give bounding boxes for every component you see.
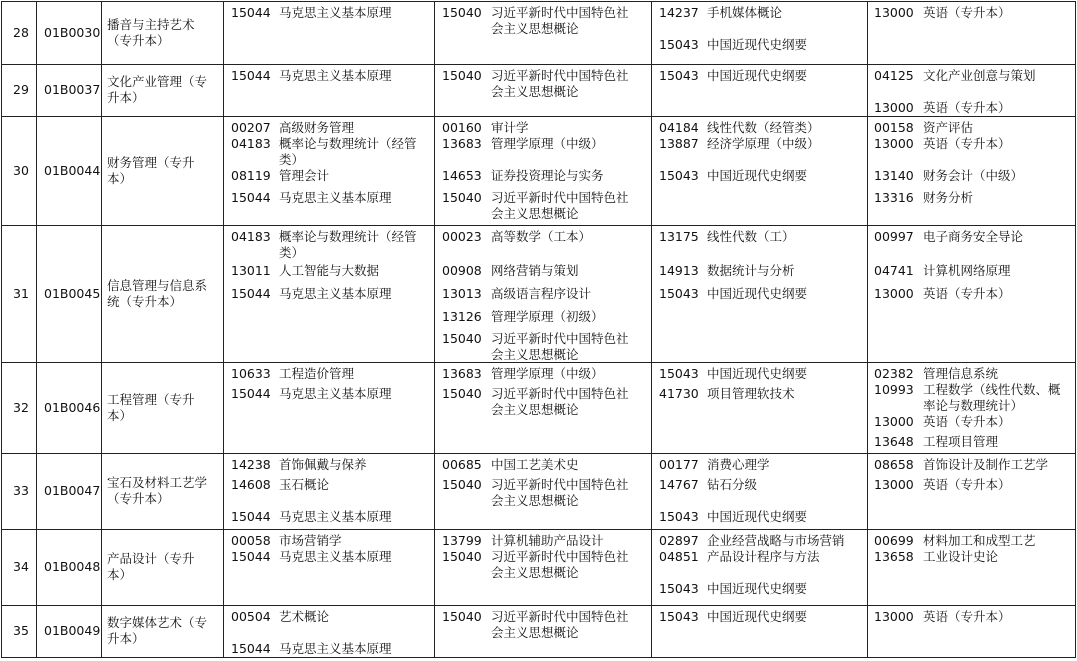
course-code: 15040 bbox=[442, 549, 482, 564]
course-name: 习近平新时代中国特色社 bbox=[491, 477, 629, 492]
course-name: 资产评估 bbox=[923, 120, 974, 135]
course-name: 概率论与数理统计（经管 bbox=[279, 136, 417, 151]
course-name: 电子商务安全导论 bbox=[923, 229, 1024, 244]
course-name: 英语（专升本） bbox=[923, 477, 1011, 492]
course-name: 管理学原理（中级） bbox=[491, 366, 604, 381]
major-name: 宝石及材料工艺学 bbox=[107, 475, 208, 490]
course-code: 02897 bbox=[659, 533, 699, 548]
major-name: 财务管理（专升 bbox=[107, 154, 195, 170]
course-name: 工程造价管理 bbox=[279, 366, 355, 381]
course-name: 英语（专升本） bbox=[923, 414, 1011, 429]
course-name: 首饰佩戴与保养 bbox=[279, 457, 367, 472]
course-code: 15043 bbox=[659, 509, 699, 524]
course-name: 证券投资理论与实务 bbox=[491, 168, 604, 183]
course-code: 04183 bbox=[231, 136, 271, 151]
course-code: 13316 bbox=[874, 190, 914, 205]
column-divider bbox=[651, 1, 652, 658]
course-code: 08119 bbox=[231, 168, 271, 183]
course-code: 00908 bbox=[442, 263, 482, 278]
major-name: 数字媒体艺术（专 bbox=[107, 615, 208, 630]
course-code: 13000 bbox=[874, 477, 914, 492]
course-name: 会主义思想概论 bbox=[491, 206, 579, 221]
row-number: 32 bbox=[13, 399, 29, 415]
course-name: 管理信息系统 bbox=[923, 366, 999, 381]
course-code: 13011 bbox=[231, 263, 271, 278]
course-name: 审计学 bbox=[491, 120, 529, 135]
course-name: 材料加工和成型工艺 bbox=[923, 533, 1036, 548]
course-code: 13683 bbox=[442, 366, 482, 381]
major-code: 01B0030 bbox=[44, 24, 101, 40]
course-name: 习近平新时代中国特色社 bbox=[491, 549, 629, 564]
row-divider bbox=[1, 657, 1076, 658]
row-divider bbox=[1, 1, 1076, 2]
course-name: 马克思主义基本原理 bbox=[279, 641, 392, 656]
course-name: 习近平新时代中国特色社 bbox=[491, 386, 629, 401]
course-code: 15043 bbox=[659, 286, 699, 301]
row-divider bbox=[1, 225, 1076, 226]
course-code: 13000 bbox=[874, 414, 914, 429]
course-name: 会主义思想概论 bbox=[491, 347, 579, 362]
course-code: 14608 bbox=[231, 477, 271, 492]
course-code: 04184 bbox=[659, 120, 699, 135]
course-name: 文化产业创意与策划 bbox=[923, 68, 1036, 83]
course-name: 中国近现代史纲要 bbox=[707, 68, 808, 83]
course-name: 工程数学（线性代数、概 bbox=[923, 382, 1061, 397]
course-code: 15043 bbox=[659, 68, 699, 83]
course-name: 高级财务管理 bbox=[279, 120, 355, 135]
course-code: 15044 bbox=[231, 641, 271, 656]
course-name: 管理学原理（初级） bbox=[491, 309, 604, 324]
course-code: 04183 bbox=[231, 229, 271, 244]
row-divider bbox=[1, 453, 1076, 454]
course-name: 会主义思想概论 bbox=[491, 21, 579, 36]
row-number: 35 bbox=[13, 623, 29, 638]
row-number: 30 bbox=[13, 162, 29, 178]
course-name: 英语（专升本） bbox=[923, 5, 1011, 20]
column-divider bbox=[36, 1, 37, 658]
course-code: 15043 bbox=[659, 168, 699, 183]
course-name: 英语（专升本） bbox=[923, 609, 1011, 624]
course-name: 钻石分级 bbox=[707, 477, 758, 492]
course-name: 习近平新时代中国特色社 bbox=[491, 609, 629, 624]
column-divider bbox=[101, 1, 102, 658]
major-code: 01B0047 bbox=[44, 483, 101, 498]
row-divider bbox=[1, 116, 1076, 117]
course-name: 玉石概论 bbox=[279, 477, 330, 492]
course-name: 习近平新时代中国特色社 bbox=[491, 5, 629, 20]
course-name: 数据统计与分析 bbox=[707, 263, 795, 278]
course-name: 经济学原理（中级） bbox=[707, 136, 820, 151]
course-name: 习近平新时代中国特色社 bbox=[491, 190, 629, 205]
course-name: 计算机网络原理 bbox=[923, 263, 1011, 278]
course-name: 手机媒体概论 bbox=[707, 5, 783, 20]
course-name: 计算机辅助产品设计 bbox=[491, 533, 604, 548]
major-name: 本） bbox=[107, 407, 133, 423]
course-code: 13000 bbox=[874, 136, 914, 151]
major-name: 本） bbox=[107, 170, 133, 186]
course-code: 14767 bbox=[659, 477, 699, 492]
column-divider bbox=[1075, 1, 1076, 658]
course-code: 00699 bbox=[874, 533, 914, 548]
course-code: 14653 bbox=[442, 168, 482, 183]
course-code: 00177 bbox=[659, 457, 699, 472]
course-name: 习近平新时代中国特色社 bbox=[491, 331, 629, 346]
row-number: 31 bbox=[13, 285, 29, 301]
course-name: 会主义思想概论 bbox=[491, 625, 579, 640]
column-divider bbox=[867, 1, 868, 658]
course-code: 15043 bbox=[659, 581, 699, 596]
major-code: 01B0045 bbox=[44, 285, 101, 301]
course-code: 13140 bbox=[874, 168, 914, 183]
course-name: 马克思主义基本原理 bbox=[279, 190, 392, 205]
course-code: 04741 bbox=[874, 263, 914, 278]
course-name: 中国近现代史纲要 bbox=[707, 509, 808, 524]
course-name: 产品设计程序与方法 bbox=[707, 549, 820, 564]
course-name: 英语（专升本） bbox=[923, 100, 1011, 115]
course-name: 人工智能与大数据 bbox=[279, 263, 380, 278]
course-code: 13000 bbox=[874, 286, 914, 301]
course-name: 英语（专升本） bbox=[923, 136, 1011, 151]
major-name: （专升本） bbox=[107, 491, 170, 506]
course-name: 会主义思想概论 bbox=[491, 402, 579, 417]
course-name: 高级语言程序设计 bbox=[491, 286, 592, 301]
course-name: 马克思主义基本原理 bbox=[279, 386, 392, 401]
course-name: 工业设计史论 bbox=[923, 549, 999, 564]
major-name: 播音与主持艺术 bbox=[107, 16, 195, 32]
row-number: 33 bbox=[13, 483, 29, 498]
course-code: 15044 bbox=[231, 68, 271, 83]
course-name: 企业经营战略与市场营销 bbox=[707, 533, 845, 548]
course-name: 马克思主义基本原理 bbox=[279, 509, 392, 524]
course-name: 项目管理软技术 bbox=[707, 386, 795, 401]
major-name: 工程管理（专升 bbox=[107, 391, 195, 407]
course-code: 15040 bbox=[442, 331, 482, 346]
course-code: 15044 bbox=[231, 190, 271, 205]
course-code: 13683 bbox=[442, 136, 482, 151]
course-code: 04125 bbox=[874, 68, 914, 83]
course-code: 13126 bbox=[442, 309, 482, 324]
course-name: 习近平新时代中国特色社 bbox=[491, 68, 629, 83]
course-name: 会主义思想概论 bbox=[491, 565, 579, 580]
column-divider bbox=[223, 1, 224, 658]
course-code: 08658 bbox=[874, 457, 914, 472]
course-code: 15044 bbox=[231, 5, 271, 20]
course-name: 中国近现代史纲要 bbox=[707, 37, 808, 52]
course-name: 线性代数（工） bbox=[707, 229, 795, 244]
course-name: 市场营销学 bbox=[279, 533, 342, 548]
row-number: 28 bbox=[13, 24, 29, 40]
course-name: 艺术概论 bbox=[279, 609, 330, 624]
course-code: 14238 bbox=[231, 457, 271, 472]
course-name: 管理学原理（中级） bbox=[491, 136, 604, 151]
course-name: 工程项目管理 bbox=[923, 434, 999, 449]
course-name: 会主义思想概论 bbox=[491, 84, 579, 99]
course-code: 00504 bbox=[231, 609, 271, 624]
course-code: 13175 bbox=[659, 229, 699, 244]
course-code: 13013 bbox=[442, 286, 482, 301]
course-code: 15044 bbox=[231, 386, 271, 401]
major-code: 01B0048 bbox=[44, 559, 101, 574]
course-code: 13000 bbox=[874, 5, 914, 20]
course-name: 会主义思想概论 bbox=[491, 493, 579, 508]
course-code: 13648 bbox=[874, 434, 914, 449]
course-code: 02382 bbox=[874, 366, 914, 381]
row-divider bbox=[1, 64, 1076, 65]
course-name: 中国近现代史纲要 bbox=[707, 366, 808, 381]
row-number: 29 bbox=[13, 82, 29, 97]
course-code: 00058 bbox=[231, 533, 271, 548]
course-code: 10993 bbox=[874, 382, 914, 397]
course-name: 类） bbox=[279, 152, 305, 167]
course-name: 马克思主义基本原理 bbox=[279, 286, 392, 301]
major-name: 升本） bbox=[107, 631, 145, 646]
major-name: 信息管理与信息系 bbox=[107, 277, 208, 293]
course-code: 15040 bbox=[442, 190, 482, 205]
course-code: 13658 bbox=[874, 549, 914, 564]
course-code: 04851 bbox=[659, 549, 699, 564]
course-code: 10633 bbox=[231, 366, 271, 381]
course-name: 中国近现代史纲要 bbox=[707, 168, 808, 183]
course-name: 类） bbox=[279, 245, 305, 260]
course-code: 15040 bbox=[442, 609, 482, 624]
column-divider bbox=[434, 1, 435, 658]
major-name: 升本） bbox=[107, 90, 145, 105]
course-name: 马克思主义基本原理 bbox=[279, 68, 392, 83]
course-code: 15044 bbox=[231, 549, 271, 564]
course-code: 14237 bbox=[659, 5, 699, 20]
major-name: 产品设计（专升 bbox=[107, 551, 195, 566]
course-name: 管理会计 bbox=[279, 168, 330, 183]
course-code: 13000 bbox=[874, 100, 914, 115]
course-code: 15044 bbox=[231, 286, 271, 301]
course-name: 马克思主义基本原理 bbox=[279, 549, 392, 564]
course-code: 41730 bbox=[659, 386, 699, 401]
course-name: 线性代数（经管类） bbox=[707, 120, 820, 135]
course-code: 15044 bbox=[231, 509, 271, 524]
course-name: 马克思主义基本原理 bbox=[279, 5, 392, 20]
course-code: 15040 bbox=[442, 68, 482, 83]
course-table bbox=[1, 1, 1076, 659]
course-name: 消费心理学 bbox=[707, 457, 770, 472]
major-name: 统（专升本） bbox=[107, 293, 183, 309]
course-code: 15043 bbox=[659, 37, 699, 52]
column-divider bbox=[1, 1, 2, 658]
course-code: 00158 bbox=[874, 120, 914, 135]
course-code: 00207 bbox=[231, 120, 271, 135]
course-name: 高等数学（工本） bbox=[491, 229, 592, 244]
course-name: 网络营销与策划 bbox=[491, 263, 579, 278]
course-code: 00997 bbox=[874, 229, 914, 244]
course-name: 财务会计（中级） bbox=[923, 168, 1024, 183]
course-name: 概率论与数理统计（经管 bbox=[279, 229, 417, 244]
course-code: 00160 bbox=[442, 120, 482, 135]
course-name: 首饰设计及制作工艺学 bbox=[923, 457, 1049, 472]
course-code: 00023 bbox=[442, 229, 482, 244]
course-code: 15040 bbox=[442, 477, 482, 492]
course-code: 00685 bbox=[442, 457, 482, 472]
course-code: 13799 bbox=[442, 533, 482, 548]
major-name: 本） bbox=[107, 567, 133, 582]
course-name: 率论与数理统计） bbox=[923, 398, 1024, 413]
course-code: 13887 bbox=[659, 136, 699, 151]
course-code: 14913 bbox=[659, 263, 699, 278]
course-name: 中国近现代史纲要 bbox=[707, 286, 808, 301]
course-name: 中国近现代史纲要 bbox=[707, 581, 808, 596]
course-name: 英语（专升本） bbox=[923, 286, 1011, 301]
row-divider bbox=[1, 529, 1076, 530]
course-code: 15043 bbox=[659, 609, 699, 624]
course-code: 15040 bbox=[442, 5, 482, 20]
major-code: 01B0046 bbox=[44, 399, 101, 415]
row-number: 34 bbox=[13, 559, 29, 574]
course-code: 15040 bbox=[442, 386, 482, 401]
major-name: （专升本） bbox=[107, 32, 170, 48]
course-name: 财务分析 bbox=[923, 190, 974, 205]
major-code: 01B0049 bbox=[44, 623, 101, 638]
major-name: 文化产业管理（专 bbox=[107, 74, 208, 89]
course-code: 15043 bbox=[659, 366, 699, 381]
major-code: 01B0037 bbox=[44, 82, 101, 97]
row-divider bbox=[1, 605, 1076, 606]
course-name: 中国工艺美术史 bbox=[491, 457, 579, 472]
major-code: 01B0044 bbox=[44, 162, 101, 178]
course-name: 中国近现代史纲要 bbox=[707, 609, 808, 624]
course-code: 13000 bbox=[874, 609, 914, 624]
